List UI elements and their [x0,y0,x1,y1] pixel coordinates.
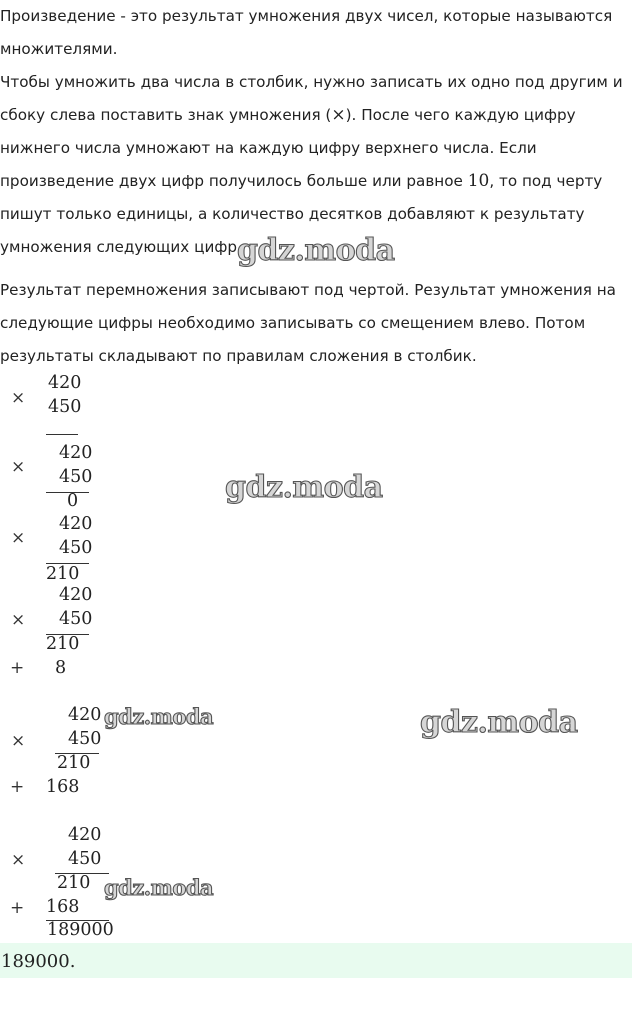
times-sign: × [11,610,26,630]
watermark-logo: gdz.moda [225,470,383,505]
plus-sign: + [10,898,25,918]
method-text-c: , то под черту пишут только единицы, а количество десятков добавляют к результату умножения следующих цифр. [0,172,603,256]
partial-product: 210 [46,634,80,654]
watermark-logo: gdz.moda [104,875,214,900]
multiplicand: 420 [68,705,102,725]
multiplicand: 420 [59,443,93,463]
watermark-logo: gdz.moda [104,704,214,729]
times-sign: × [11,731,26,751]
times-sign: × [11,388,26,408]
plus-sign: + [10,658,25,678]
plus-sign: + [10,777,25,797]
multiplicand: 420 [59,585,93,605]
partial-product: 0 [67,491,79,511]
multiplier: 450 [59,609,93,629]
multiplicand: 420 [59,514,93,534]
times-sign: × [11,528,26,548]
times-symbol: × [331,105,346,125]
multiplicand: 420 [48,373,82,393]
watermark-logo: gdz.moda [237,233,395,268]
partial-product-2: 168 [46,777,80,797]
partial-product: 210 [46,564,80,584]
multiplier: 450 [68,849,102,869]
times-sign: × [11,457,26,477]
paragraph-result: Результат перемножения записывают под чертой. Результат умножения на следующие цифры необходимо записывать со смещением влево. Потом результаты складывают по правилам сложения в столбик. [0,281,616,365]
watermark-logo: gdz.moda [420,705,578,740]
paragraph-definition: Произведение - это результат умножения двух чисел, которые называются множителями. [0,7,613,58]
partial-product: 210 [57,753,91,773]
answer-value: 189000. [1,951,76,972]
multiplicand: 420 [68,825,102,845]
answer-box [0,943,632,978]
method-text-b: ). После чего каждую цифру нижнего числа умножают на каждую цифру верхнего числа. Если произведение двух цифр получилось больше или равное [0,106,576,190]
multiplier: 450 [68,729,102,749]
partial-product: 210 [57,873,91,893]
number-ten: 10 [467,171,490,191]
partial-product-2: 8 [55,658,67,678]
multiplier: 450 [59,467,93,487]
partial-product-2: 168 [46,897,80,917]
times-sign: × [11,850,26,870]
multiplier: 450 [48,397,82,417]
method-text-a: Чтобы умножить два числа в столбик, нужно записать их одно под другим и сбоку слева поставить знак умножения ( [0,73,623,124]
multiplier: 450 [59,538,93,558]
product-line [46,434,78,435]
final-product: 189000 [47,920,114,940]
